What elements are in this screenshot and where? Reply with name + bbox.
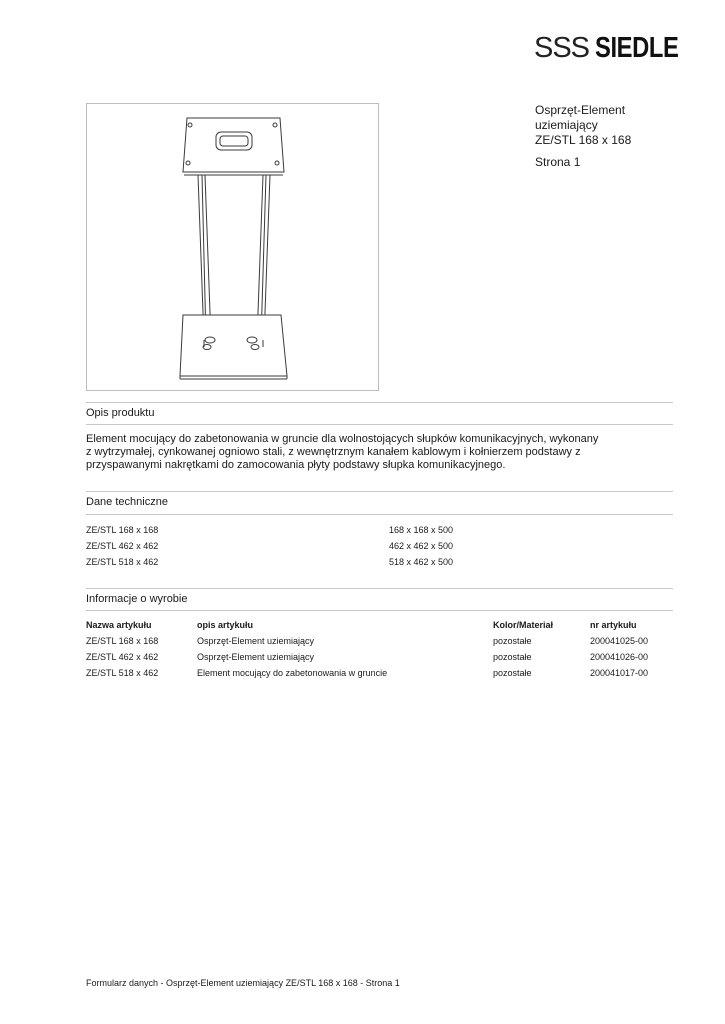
table-cell: 200041017-00 xyxy=(590,668,649,678)
spec-value: 462 x 462 x 500 xyxy=(389,541,454,551)
product-info-table xyxy=(86,620,673,684)
title-line: uziemiający xyxy=(535,118,598,132)
description-line: przyspawanymi nakrętkami do zamocowania płyty podstawy słupka komunikacyjnego. xyxy=(86,459,506,471)
table-cell: pozostałe xyxy=(493,668,532,678)
table-cell: ZE/STL 518 x 462 xyxy=(86,668,159,678)
spec-value: 168 x 168 x 500 xyxy=(389,525,454,535)
column-header: opis artykułu xyxy=(197,620,254,630)
logo-sss: SSS xyxy=(534,32,590,64)
section-heading-dane: Dane techniczne xyxy=(86,496,168,508)
table-cell: ZE/STL 168 x 168 xyxy=(86,636,159,646)
section-divider xyxy=(86,424,673,425)
spec-value: 518 x 462 x 500 xyxy=(389,557,454,567)
logo-word: SIEDLE xyxy=(595,32,679,64)
table-cell: pozostałe xyxy=(493,636,532,646)
spec-name: ZE/STL 518 x 462 xyxy=(86,557,159,567)
table-header-row xyxy=(86,620,673,636)
siedle-logo xyxy=(534,32,679,66)
table-row xyxy=(86,668,673,684)
page-indicator: Strona 1 xyxy=(535,155,581,169)
title-line: ZE/STL 168 x 168 xyxy=(535,133,632,147)
table-row xyxy=(86,636,673,652)
section-heading-opis: Opis produktu xyxy=(86,407,155,419)
grounding-element-drawing-icon xyxy=(87,104,380,392)
section-divider xyxy=(86,514,673,515)
product-image xyxy=(86,103,379,391)
section-divider xyxy=(86,588,673,589)
column-header: Nazwa artykułu xyxy=(86,620,152,630)
section-divider xyxy=(86,610,673,611)
table-cell: 200041026-00 xyxy=(590,652,649,662)
product-description xyxy=(86,433,646,472)
spec-name: ZE/STL 462 x 462 xyxy=(86,541,159,551)
section-divider xyxy=(86,402,673,403)
table-cell: Element mocujący do zabetonowania w gruncie xyxy=(197,668,388,678)
table-cell: Osprzęt-Element uziemiający xyxy=(197,636,315,646)
section-divider xyxy=(86,491,673,492)
section-heading-info: Informacje o wyrobie xyxy=(86,593,188,605)
title-line: Osprzęt-Element xyxy=(535,103,626,117)
column-header: Kolor/Materiał xyxy=(493,620,554,630)
description-line: z wytrzymałej, cynkowanej ogniowo stali, z wewnętrznym kanałem kablowym i kołnierzem podstawy z xyxy=(86,446,581,458)
table-cell: 200041025-00 xyxy=(590,636,649,646)
spec-name: ZE/STL 168 x 168 xyxy=(86,525,159,535)
table-cell: ZE/STL 462 x 462 xyxy=(86,652,159,662)
document-title xyxy=(535,103,631,148)
column-header: nr artykułu xyxy=(590,620,637,630)
table-row xyxy=(86,652,673,668)
table-cell: pozostałe xyxy=(493,652,532,662)
description-line: Element mocujący do zabetonowania w gruncie dla wolnostojących słupków komunikacyjnych, wykonany xyxy=(86,433,599,445)
table-cell: Osprzęt-Element uziemiający xyxy=(197,652,315,662)
page-footer: Formularz danych - Osprzęt-Element uziemiający ZE/STL 168 x 168 - Strona 1 xyxy=(86,978,400,988)
